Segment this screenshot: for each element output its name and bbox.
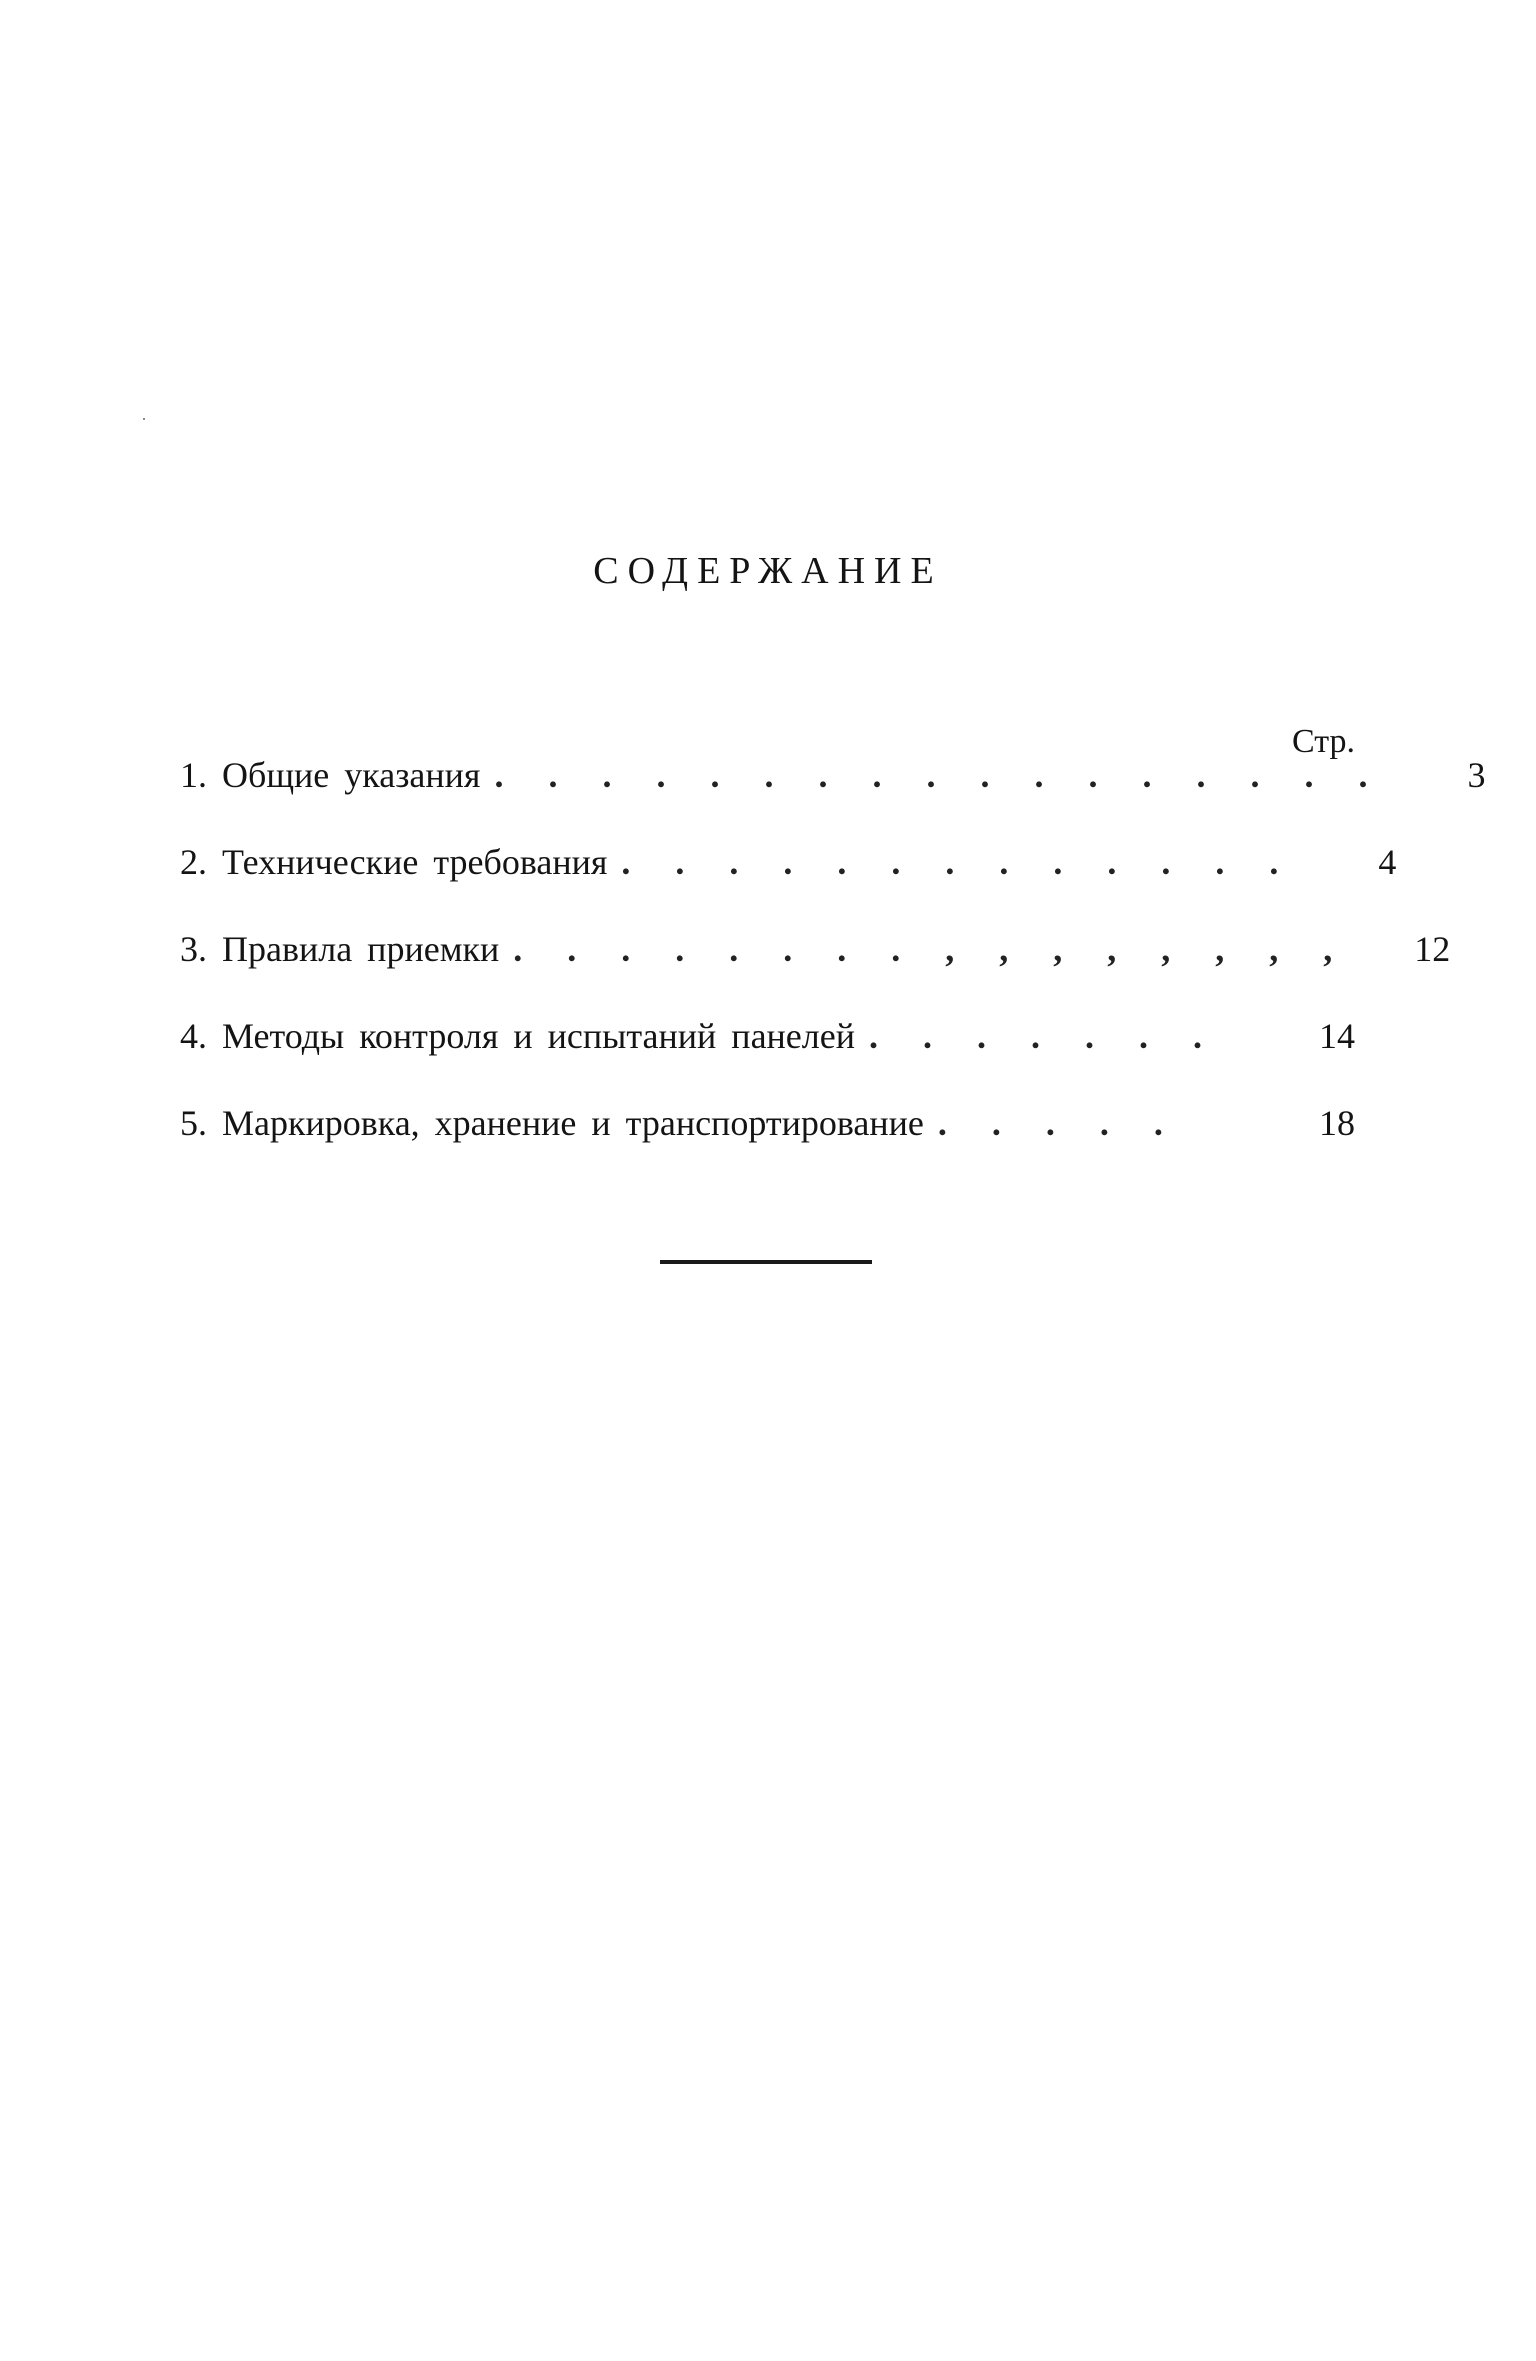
toc-entry-label: 2. Технические требования [180, 842, 608, 882]
toc-entry-5 [180, 1105, 1355, 1149]
toc-dot-leader: . . . . . . . . . . . . . . . . . [494, 755, 1386, 795]
scan-speck [143, 418, 145, 420]
closing-rule-divider [660, 1260, 872, 1264]
toc-entry-page-number: 12 [1414, 929, 1451, 969]
toc-entry-2 [180, 842, 1397, 888]
toc-entry-label: 4. Методы контроля и испытаний панелей [180, 1016, 855, 1056]
toc-dot-leader: . . . . . [937, 1103, 1181, 1143]
toc-entry-page-number: 3 [1467, 755, 1486, 795]
toc-entry-page-number: 4 [1378, 842, 1397, 882]
toc-entry-label: 1. Общие указания [180, 755, 481, 795]
page-column-header: Стр. [1291, 723, 1355, 760]
page-title: СОДЕРЖАНИЕ [593, 550, 943, 592]
toc-dot-leader: . . . . . . . . , , , , , , , , [513, 929, 1351, 969]
toc-entry-4 [180, 1018, 1355, 1062]
toc-entry-label: 3. Правила приемки [180, 929, 500, 969]
toc-entry-label: 5. Маркировка, хранение и транспортирование [180, 1103, 924, 1143]
toc-dot-leader: . . . . . . . . . . . . . [621, 842, 1297, 882]
toc-entry-page-number: 14 [1319, 1016, 1355, 1056]
toc-entry-page-number: 18 [1319, 1103, 1355, 1143]
toc-dot-leader: . . . . . . . [869, 1016, 1220, 1056]
toc-entry-1 [180, 755, 1486, 801]
toc-entry-3 [180, 929, 1451, 975]
